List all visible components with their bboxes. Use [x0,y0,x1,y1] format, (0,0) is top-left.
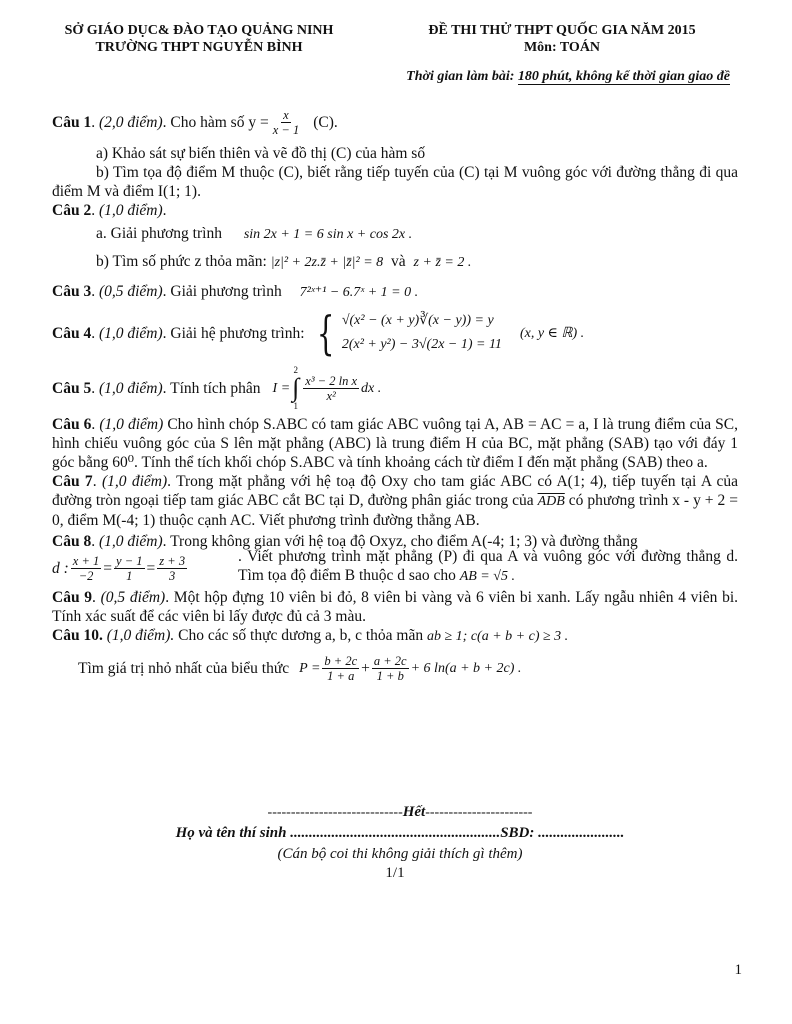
q1-frac-den: x − 1 [272,122,300,137]
q2-label: Câu 2 [52,202,92,219]
q5-text: . Tính tích phân [162,379,261,397]
q6-label: Câu 6 [52,416,92,433]
q1-part-a: a) Khảo sát sự biến thiên và vẽ đồ thị (C) của hàm số [96,145,426,162]
time-detail: 180 phút, không kể thời gian giao đề [517,69,730,84]
q10-f2-den: 1 + b [376,669,404,683]
q2-b-math1: |z|² + 2z.z̄ + |z̄|² = 8 [270,255,384,270]
q3-math: 7²ˣ⁺¹ − 6.7ˣ + 1 = 0 . [299,285,419,300]
q8-f3-num: z + 3 [159,554,186,568]
time-limit [330,69,730,85]
question-2: Câu 2. (1,0 điểm). [52,202,167,219]
q8-math: AB = √5 . [459,569,515,584]
question-6: Câu 6. (1,0 điểm) Cho hình chóp S.ABC có tam giác ABC vuông tại A, AB = AC = a, I là trung điểm của SC, hình chiếu vuông góc của S lên mặt phẳng (ABC) là trung điểm H của BC, mặt phẳng (SAB) tạo với đáy 1 góc bằng 60⁰. Tính thể tích khối chóp S.ABC và tính khoảng cách từ điểm I đến mặt phẳng (SAB) theo a. [52,416,738,471]
sep-left: ----------------------------- [267,805,403,820]
school-name: TRƯỜNG THPT NGUYỄN BÌNH [95,40,303,55]
exam-header [392,22,732,56]
question-5: Câu 5. (1,0 điểm). Tính tích phân I = 2 ∫ 1 $\frac{\text{x³ − 2 ln x}}{\text{x²}}$ dx . [52,365,382,411]
q4-domain: (x, y ∈ ℝ) . [519,325,585,341]
end-label: Hết [402,804,426,820]
proctor-note: (Cán bộ coi thi không giải thích gì thêm) [277,846,523,862]
q2-b-and: và [391,253,406,270]
q8-f1-num: x + 1 [72,554,100,568]
question-4: Câu 4. (1,0 điểm). Giải hệ phương trình: { √(x² − (x + y)∛(x − y)) = y 2(x² + y²) − 3√(2x − 1) = 11 (x, y ∈ ℝ) . [52,306,585,360]
q1-points: (2,0 điểm) [98,113,163,131]
q2-points: (1,0 điểm) [98,202,163,219]
q5-upper: 2 [293,365,298,375]
q7-angle: $\overline{ADB}$ [537,494,565,509]
integral-glyph: 2 ∫ 1 [292,365,300,411]
q10-text: Cho các số thực dương a, b, c thỏa mãn [174,627,424,644]
q4-points: (1,0 điểm) [98,324,163,342]
q10-f2-num: a + 2c [373,654,407,668]
sep-right: ----------------------- [425,805,533,820]
department-name: SỞ GIÁO DỤC& ĐÀO TẠO QUẢNG NINH [64,23,334,38]
time-prefix: Thời gian làm bài: [406,69,518,84]
candidate-info: Họ và tên thí sinh ........................................................SBD: ....................... [175,825,625,841]
question-3: Câu 3. (0,5 điểm). Giải phương trình 7²ˣ⁺¹ − 6.7ˣ + 1 = 0 . [52,283,419,300]
q7-points: (1,0 điểm) [101,473,168,490]
question-9: Câu 9. (0,5 điểm). Một hộp đựng 10 viên bi đỏ, 8 viên bi vàng và 6 viên bi xanh. Lấy ngẫu nhiên 4 viên bi. Tính xác suất để các viên bi lấy được đủ cả 3 màu. [52,589,738,625]
q2-a-math: sin 2x + 1 = 6 sin x + cos 2x . [243,227,413,242]
q5-integral [273,364,382,412]
q3-label: Câu 3 [52,283,92,300]
q2-part-b [52,252,738,272]
q8-f2-num: y − 1 [116,554,143,568]
q10-expression: Tìm giá trị nhỏ nhất của biểu thức P = $\frac{b + 2c}{1 + a}$ + $\frac{a + 2c}{1 + b}$ + 6 ln(a + b + 2c) . [78,654,522,683]
q1-fraction [271,108,301,137]
q2-a-text: a. Giải phương trình [96,225,222,242]
q2-b-text: b) Tìm số phức z thỏa mãn: [96,253,267,270]
q5-lower: 1 [293,401,298,411]
page-count: 1/1 [385,865,405,881]
q5-label: Câu 5 [52,379,92,397]
q7-text: . Trong mặt phẳng với hệ toạ độ Oxy cho tam giác ABC có A(1; 4), tiếp tuyến tại A của đường tròn ngoại tiếp tam giác ABC cắt BC tại D, đường phân giác trong của [52,473,739,509]
q5-frac-num: x³ − 2 ln x [305,373,358,388]
q5-I: I = [272,380,291,396]
q9-text: . Một hộp đựng 10 viên bi đỏ, 8 viên bi vàng và 6 viên bi xanh. Lấy ngẫu nhiên 4 viên bi. Tính xác suất để các viên bi lấy được đủ cả 3 màu. [52,589,738,625]
q10-P: P = [299,661,321,676]
q7-text2: có phương trình x - y + 2 = 0, điểm M(-4; 1) thuộc cạnh AC. Viết phương trình đường thẳng AB. [52,492,738,529]
subject: Môn: TOÁN [523,40,601,55]
q1-after: (C). [313,113,338,131]
question-7: Câu 7. (1,0 điểm). Trong mặt phẳng với hệ toạ độ Oxy cho tam giác ABC có A(1; 4), tiếp tuyến tại A của đường tròn ngoại tiếp tam giác ABC cắt BC tại D, đường phân giác trong của $\overline{ADB}$ có phương trình x - y + 2 = 0, điểm M(-4; 1) thuộc cạnh AC. Viết phương trình đường thẳng AB. [52,473,739,529]
q8-label: Câu 8 [52,533,92,550]
brace-glyph: { [316,306,334,360]
question-10 [52,626,738,646]
q10-f1-num: b + 2c [324,654,358,668]
q1-text: . Cho hàm số y = [162,113,269,131]
q10-tail: + 6 ln(a + b + 2c) . [410,661,522,676]
q1-part-b: b) Tìm tọa độ điểm M thuộc (C), biết rằng tiếp tuyến của (C) tại M vuông góc với đường thẳng đi qua điểm M và điểm I(1; 1). [52,164,738,200]
exam-content [52,107,739,683]
q4-eq1: √(x² − (x + y)∛(x − y)) = y [341,313,494,328]
q4-eq2: 2(x² + y²) − 3√(2x − 1) = 11 [341,337,502,352]
end-separator [190,804,610,821]
q1-frac-num: x [283,107,289,122]
q9-points: (0,5 điểm) [100,589,166,606]
q1-label: Câu 1 [52,113,92,131]
q5-frac-den: x² [326,388,336,403]
q9-label: Câu 9 [52,589,93,606]
q8-line-equation: d : $\frac{x + 1}{-2}$ = $\frac{y - 1}{1}$ = $\frac{z + 3}{3}$ [52,554,186,583]
q10-points: (1,0 điểm). [106,627,175,644]
school-header [44,22,354,56]
q5-points: (1,0 điểm) [98,379,163,397]
q3-text: . Giải phương trình [162,283,282,300]
q8-text2: . Viết phương trình mặt phẳng (P) đi qua A và vuông góc với đường thẳng d. Tìm tọa độ điểm B thuộc d sao cho [238,548,738,584]
q10-line2: Tìm giá trị nhỏ nhất của biểu thức [78,660,290,677]
q8-f1-den: −2 [78,569,94,583]
q10-label: Câu 10. [52,627,103,644]
q8-f3-den: 3 [169,569,176,583]
q4-text: . Giải hệ phương trình: [162,324,305,342]
q6-text: Cho hình chóp S.ABC có tam giác ABC vuông tại A, AB = AC = a, I là trung điểm của SC, hình chiếu vuông góc của S lên mặt phẳng (ABC) là trung điểm H của BC, mặt phẳng (SAB) tạo với đáy 1 góc bằng 60⁰. Tính thể tích khối chóp S.ABC và tính khoảng cách từ điểm I đến mặt phẳng (SAB) theo a. [52,416,738,471]
q8-points: (1,0 điểm) [98,533,163,550]
q10-math: ab ≥ 1; c(a + b + c) ≥ 3 . [426,629,569,644]
q5-dx: dx . [361,380,382,396]
q8-d: d : [52,560,69,577]
q3-points: (0,5 điểm) [98,283,163,300]
q2-b-math2: z + z̄ = 2 . [413,255,472,270]
q4-label: Câu 4 [52,324,92,342]
q6-points: (1,0 điểm) [99,416,164,433]
q2-after-points: . [162,202,167,219]
q7-label: Câu 7 [52,473,93,490]
q4-system [311,306,502,360]
exam-title: ĐỀ THI THỬ THPT QUỐC GIA NĂM 2015 [428,23,696,38]
question-8: Câu 8. (1,0 điểm). Trong không gian với hệ toạ độ Oxyz, cho điểm A(-4; 1; 3) và đường thẳng [52,533,638,550]
q2-part-a [52,224,738,244]
question-1: Câu 1. (2,0 điểm). Cho hàm số y = $\frac{x}{x - 1}$ (C). [52,107,338,137]
page-number: 1 [734,962,742,978]
q8-f2-den: 1 [126,569,133,583]
q10-f1-den: 1 + a [327,669,355,683]
q8-text: . Trong không gian với hệ toạ độ Oxyz, cho điểm A(-4; 1; 3) và đường thẳng [162,533,638,550]
